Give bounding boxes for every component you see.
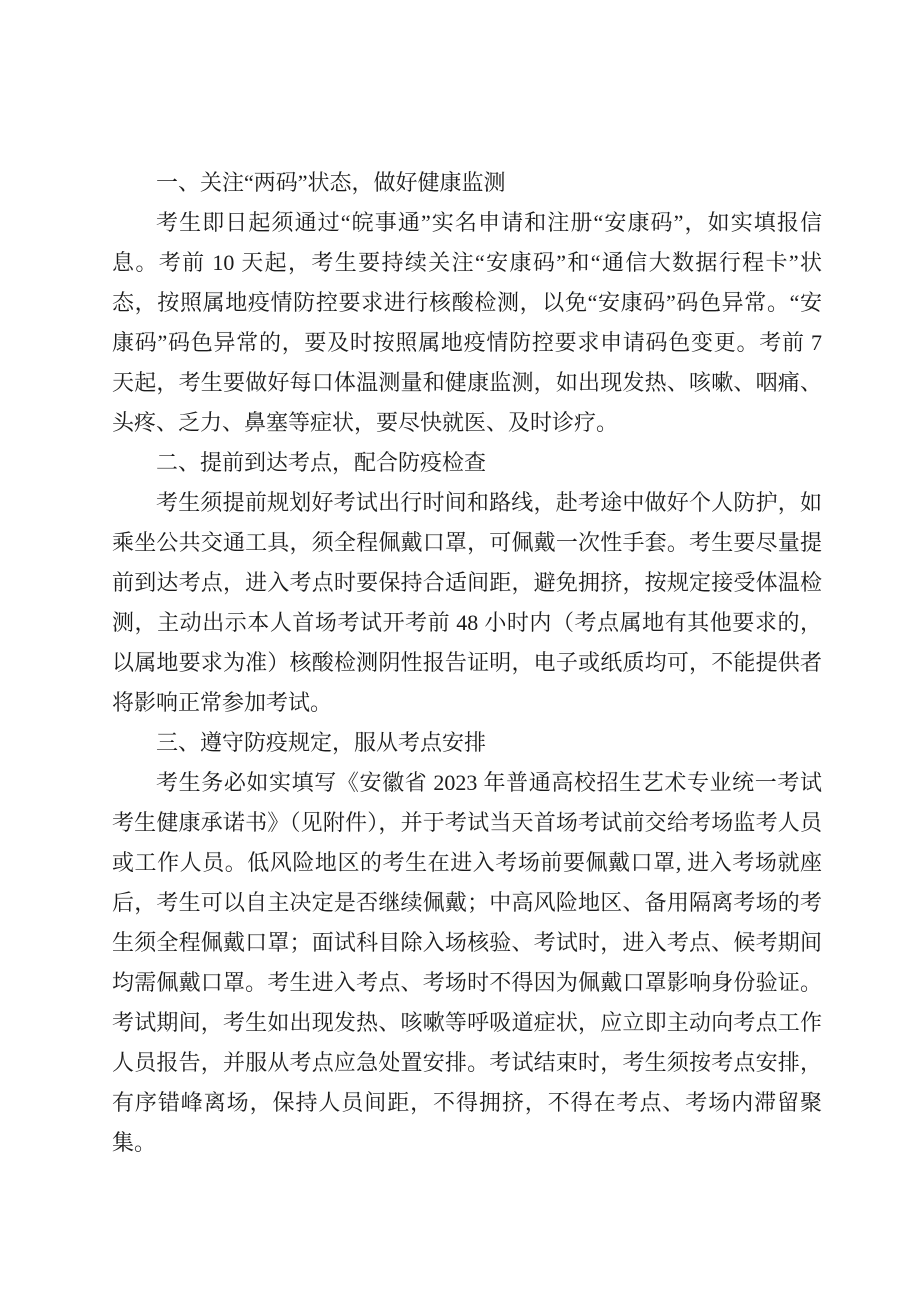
document-body-text <box>112 163 822 1163</box>
section-arrive-early <box>112 443 822 723</box>
section-health-monitoring <box>112 163 822 443</box>
section-heading-3: 三、遵守防疫规定，服从考点安排 <box>156 730 487 755</box>
section-paragraph-3: 考生务必如实填写《安徽省 2023 年普通高校招生艺术专业统一考试考生健康承诺书》（见附件），并于考试当天首场考试前交给考场监考人员或工作人员。低风险地区的考生在进入考场前要佩戴口罩, 进入考场就座后，考生可以自主决定是否继续佩戴；中高风险地区、备用隔离考场的考生须全程佩戴口罩；面试科目除入场核验、考试时，进入考点、候考期间均需佩戴口罩。考生进入考点、考场时不得因为佩戴口罩影响身份验证。考试期间，考生如出现发热、咳嗽等呼吸道症状，应立即主动向考点工作人员报告，并服从考点应急处置安排。考试结束时，考生须按考点安排，有序错峰离场，保持人员间距，不得拥挤，不得在考点、考场内滞留聚集。 <box>112 770 822 1155</box>
section-heading-2: 二、提前到达考点，配合防疫检查 <box>156 450 487 475</box>
section-paragraph-2: 考生须提前规划好考试出行时间和路线，赴考途中做好个人防护，如乘坐公共交通工具，须全程佩戴口罩，可佩戴一次性手套。考生要尽量提前到达考点，进入考点时要保持合适间距，避免拥挤，按规定接受体温检测，主动出示本人首场考试开考前 48 小时内（考点属地有其他要求的，以属地要求为准）核酸检测阴性报告证明，电子或纸质均可，不能提供者将影响正常参加考试。 <box>112 490 822 715</box>
section-obey-rules <box>112 723 822 1163</box>
section-heading-1: 一、关注“两码”状态，做好健康监测 <box>156 170 506 195</box>
section-paragraph-1: 考生即日起须通过“皖事通”实名申请和注册“安康码”，如实填报信息。考前 10 天起，考生要持续关注“安康码”和“通信大数据行程卡”状态，按照属地疫情防控要求进行核酸检测，以免“安康码”码色异常。“安康码”码色异常的，要及时按照属地疫情防控要求申请码色变更。考前 7 天起，考生要做好每口体温测量和健康监测，如出现发热、咳嗽、咽痛、头疼、乏力、鼻塞等症状，要尽快就医、及时诊疗。 <box>112 210 822 435</box>
